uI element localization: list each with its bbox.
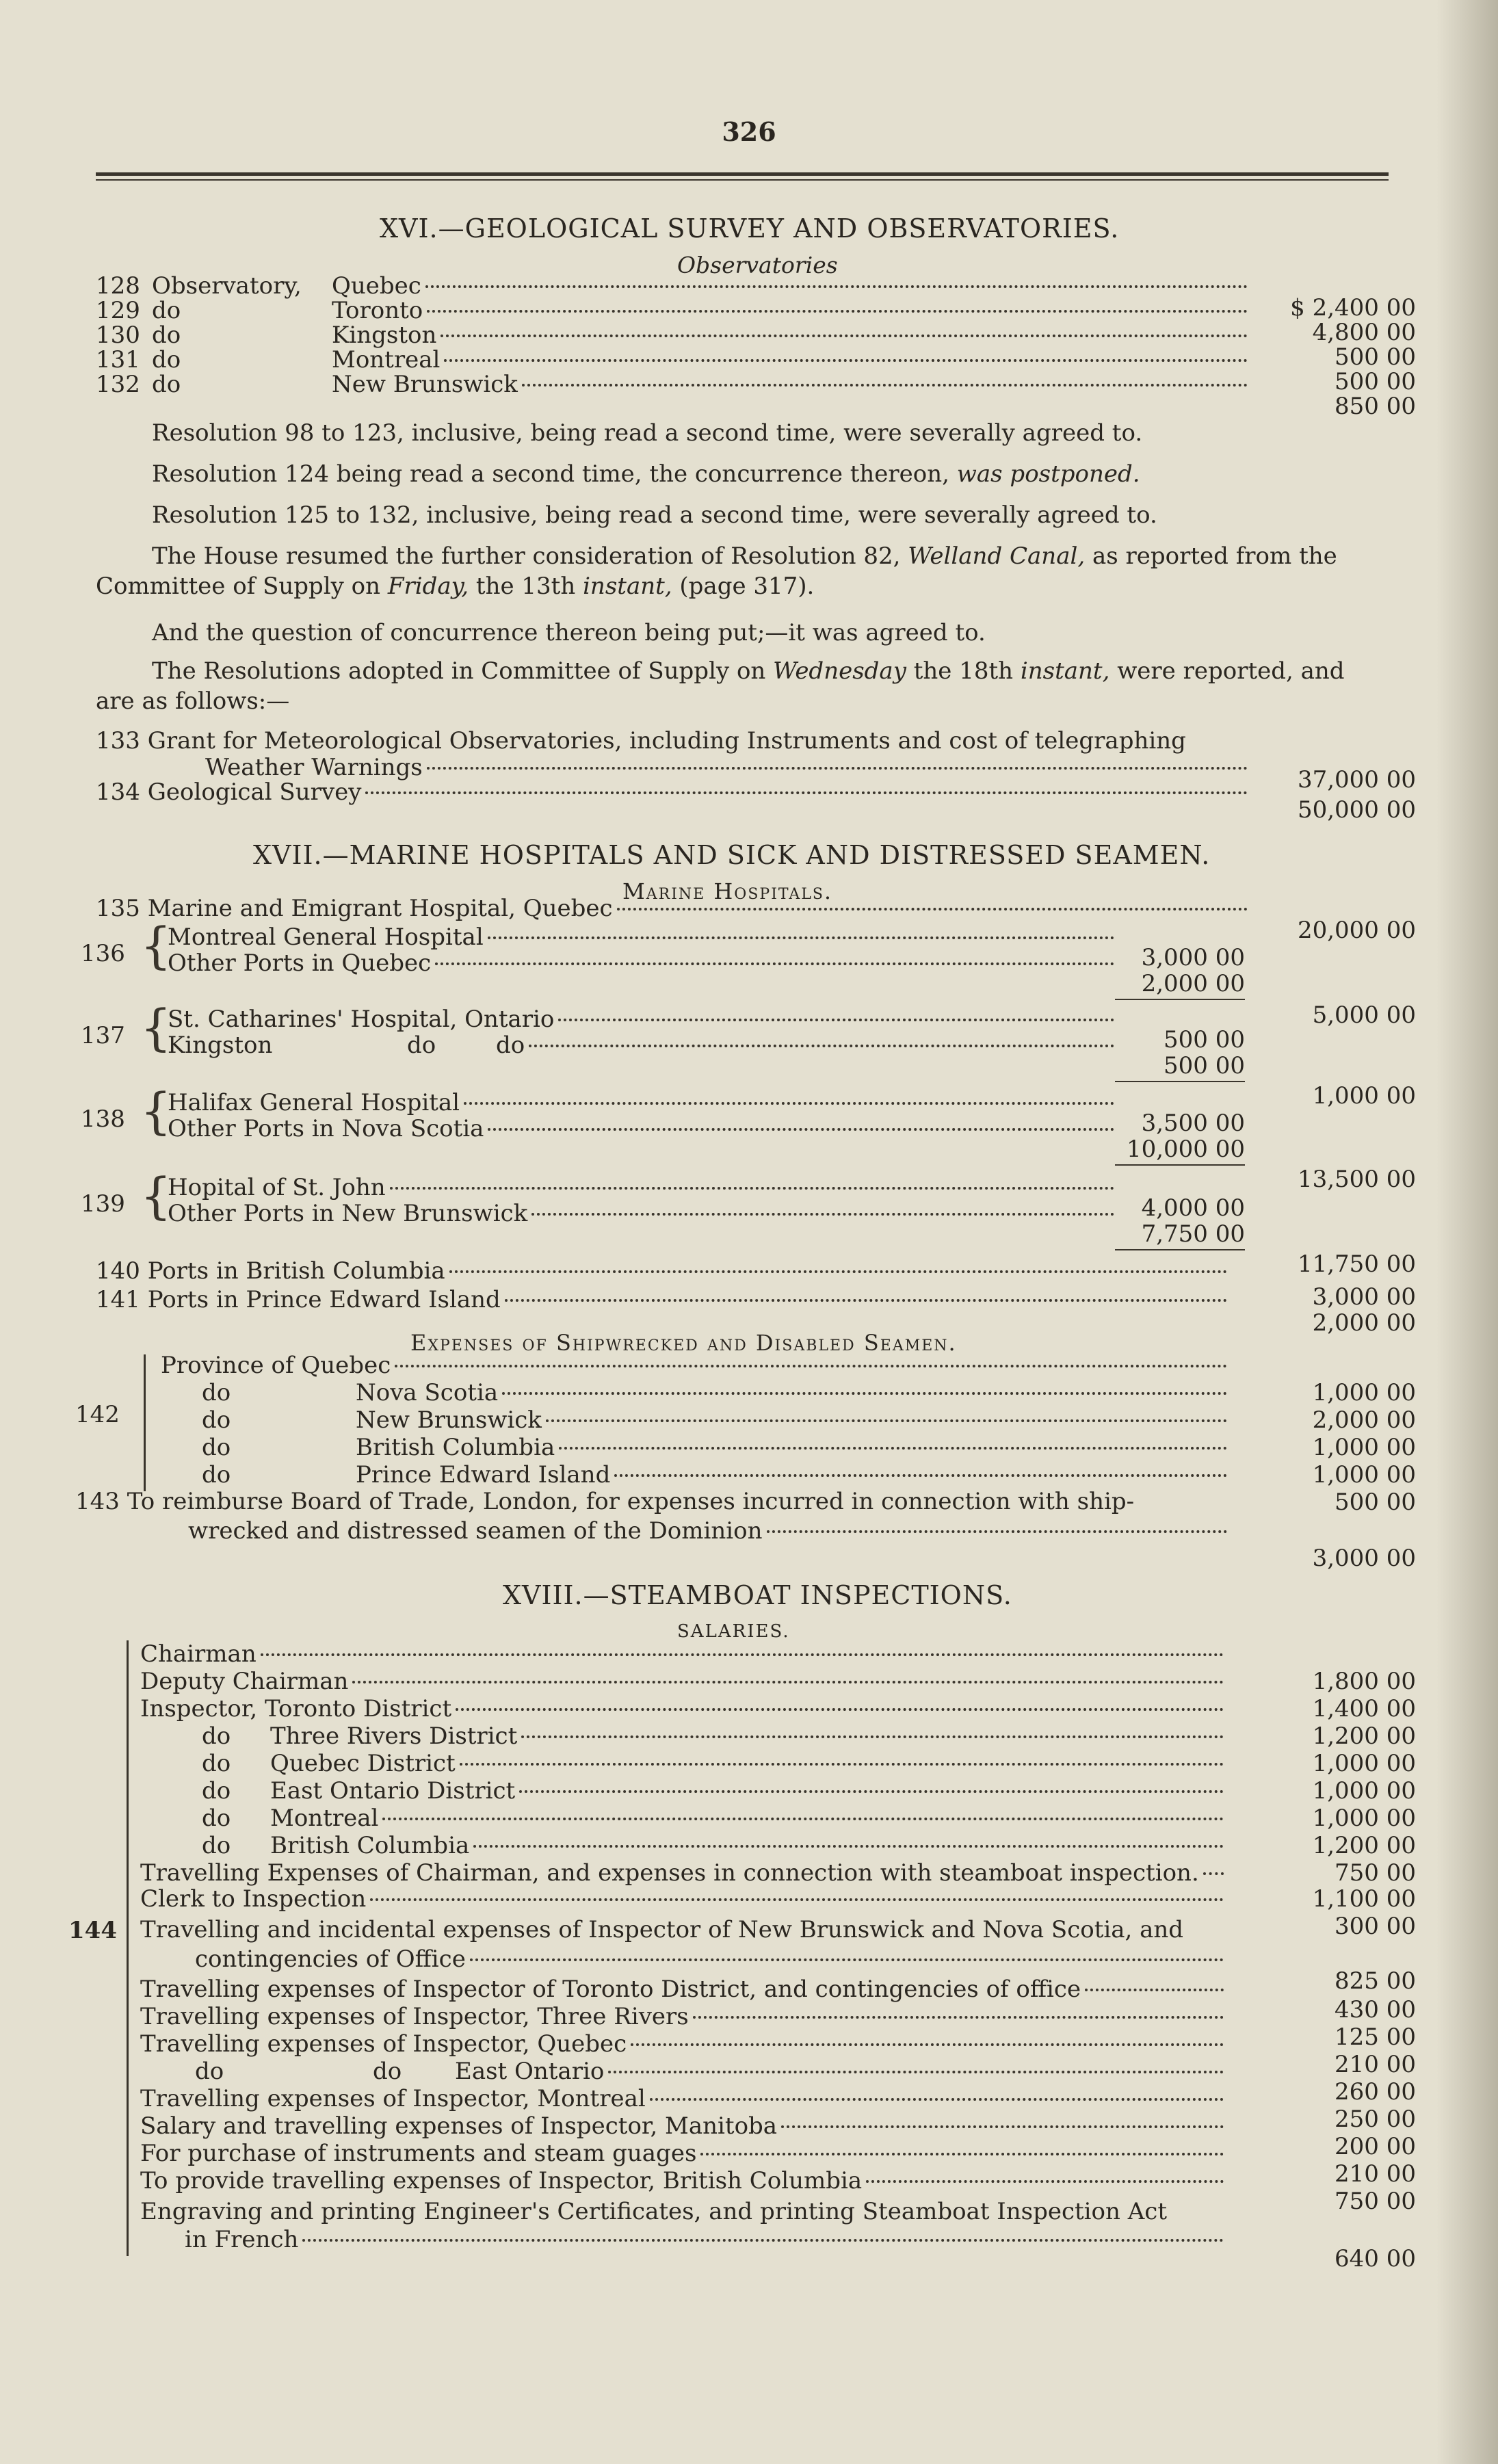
travel-nb-ns-line2 [195,1945,1228,1973]
hospital-group-number: 138 [81,1105,125,1133]
shipwrecked-row-amount: 1,000 00 [1312,1434,1416,1461]
obs-row-place-text: Kingston [332,322,437,349]
travel-row-amount: 260 00 [1335,2078,1416,2106]
resolution-124 [152,460,1140,488]
item-141-amount: 2,000 00 [1312,1309,1416,1337]
hospital-total: 1,000 00 [1312,1082,1416,1110]
salary-row-text: Montreal [270,1805,379,1832]
shipwrecked-row-text: do [202,1434,231,1461]
hospital-total: 13,500 00 [1297,1166,1416,1193]
resolution-124-italic: was postponed. [956,460,1140,488]
shipwrecked-row-text: New Brunswick [356,1406,542,1434]
salary-row-text: do [202,1805,231,1832]
leader-dots [650,2098,1224,2101]
leader-dots [519,1790,1224,1793]
p1-text-d: Committee of Supply on [96,573,388,600]
travel-row-text: do [195,2058,224,2085]
hospital-group-number: 136 [81,940,125,967]
leader-dots [302,2239,1224,2242]
leader-dots [427,310,1248,313]
obs-row-amount: $ 2,400 00 [1290,294,1416,322]
shipwrecked-row-text: British Columbia [356,1434,555,1461]
leader-dots [425,285,1248,288]
salary-row [140,1668,1228,1695]
hospital-amount-b: 7,750 00 [1141,1220,1245,1248]
leader-dots [365,791,1248,794]
hospital-line-a [168,923,1118,951]
salary-row [140,1695,1228,1722]
item-144-brace [127,1640,129,2256]
section-18-title: XVIII.—STEAMBOAT INSPECTIONS. [503,1580,1012,1610]
travel-row-amount: 210 00 [1335,2051,1416,2078]
header-rule [96,172,1389,176]
travel-row-text: Travelling expenses of Inspector, Quebec [140,2030,627,2058]
travel-row-text: East Ontario [455,2058,605,2085]
item-133-amount: 37,000 00 [1297,766,1416,794]
salary-row-amount: 1,000 00 [1312,1777,1416,1805]
hospital-line-b-text: do [407,1032,436,1059]
hospital-sum-rule [1115,1081,1245,1082]
engraving-line2-text: in French [185,2226,299,2253]
salary-row-text: Deputy Chairman [140,1668,349,1695]
paragraph-house-resumed [152,542,1337,571]
obs-row-type: do [152,297,181,324]
hospital-group-number: 139 [81,1190,125,1218]
hospital-line-a [168,1089,1118,1116]
p3-text-e: were reported, and [1109,657,1345,685]
obs-row-amount: 850 00 [1335,393,1416,420]
travel-chairman-amount: 1,100 00 [1312,1885,1416,1913]
shipwrecked-row-text: do [202,1461,231,1489]
obs-row-amount: 500 00 [1335,368,1416,395]
obs-row-amount: 4,800 00 [1312,319,1416,346]
hospital-line-b-text: Kingston [168,1032,273,1059]
item-133-line1: 133 Grant for Meteorological Observatories, including Instruments and cost of telegraphing [96,727,1186,755]
p1-text-c: as reported from the [1085,542,1337,570]
resolution-98-123: Resolution 98 to 123, inclusive, being read a second time, were severally agreed to. [152,419,1143,447]
item-140-amount: 3,000 00 [1312,1283,1416,1311]
resolution-125-132: Resolution 125 to 132, inclusive, being read a second time, were severally agreed to. [152,501,1157,529]
obs-row-place [332,346,1252,373]
obs-row-place-text: Montreal [332,346,441,373]
leader-dots [488,936,1114,939]
obs-row-type: do [152,346,181,373]
travel-row [140,2003,1228,2030]
travel-row-text: do [373,2058,402,2085]
hospital-amount-a: 3,500 00 [1141,1110,1245,1137]
engraving-amount: 640 00 [1335,2245,1416,2272]
salary-row-text: Inspector, Toronto District [140,1695,452,1722]
paragraph-resolutions [152,657,1345,685]
leader-dots [1085,1989,1224,1991]
clerk-inspection-text: Clerk to Inspection [140,1885,367,1913]
paragraph-resolutions-2: are as follows:— [96,687,290,715]
paragraph-house-resumed-2 [96,572,814,601]
travel-row-amount: 200 00 [1335,2133,1416,2160]
hospital-amount-a: 4,000 00 [1141,1194,1245,1222]
leader-dots [531,1213,1114,1216]
p1-text-f: the 13th [469,573,583,600]
travel-nb-ns-amount: 825 00 [1335,1967,1416,1995]
hospital-amount-b: 500 00 [1164,1052,1245,1079]
obs-row-place [332,297,1252,324]
salary-row-text: do [202,1750,231,1777]
leader-dots [449,1270,1227,1273]
travel-row-text: Salary and travelling expenses of Inspector, Manitoba [140,2112,778,2140]
hospital-total: 11,750 00 [1297,1250,1416,1278]
item-134-label: 134 Geological Survey [96,778,362,806]
item-134-amount: 50,000 00 [1297,796,1416,824]
salary-row [140,1640,1228,1668]
leader-dots [460,1763,1224,1766]
hospital-amount-a: 500 00 [1164,1026,1245,1053]
travel-nb-ns-line1: Travelling and incidental expenses of Inspector of New Brunswick and Nova Scotia, and [140,1916,1184,1943]
p3-text-a: The Resolutions adopted in Committee of Supply on [152,657,774,685]
hospital-line-b-text: Other Ports in Nova Scotia [168,1115,484,1142]
leader-dots [261,1653,1224,1656]
travel-row-text: Travelling expenses of Inspector, Montreal [140,2085,646,2112]
leader-dots [505,1299,1227,1302]
obs-row-number: 129 [96,297,140,324]
obs-row-number: 131 [96,346,140,373]
hospital-brace: { [140,917,172,974]
leader-dots [382,1818,1224,1820]
travel-row-amount: 125 00 [1335,2023,1416,2051]
salary-row [202,1832,1228,1859]
shipwrecked-row [161,1352,1231,1379]
leader-dots [693,2016,1224,2019]
leader-dots [464,1102,1114,1105]
leader-dots [456,1708,1224,1711]
leader-dots [427,767,1248,770]
salary-row-text: Three Rivers District [270,1722,518,1750]
item-140 [96,1257,1231,1285]
shipwrecked-row-text: Prince Edward Island [356,1461,611,1489]
hospital-line-b-text: do [496,1032,525,1059]
travel-row-amount: 250 00 [1335,2106,1416,2133]
salary-row-amount: 1,400 00 [1312,1695,1416,1722]
salary-row [202,1777,1228,1805]
obs-row-place-text: New Brunswick [332,371,518,398]
leader-dots [352,1681,1224,1683]
p1-italic-friday: Friday, [387,573,469,600]
item-133-label: Weather Warnings [205,754,423,781]
p3-text-c: the 18th [906,657,1021,685]
travel-row [140,2030,1228,2058]
p1-text-h: (page 317). [672,573,815,600]
shipwrecked-row-amount: 1,000 00 [1312,1379,1416,1406]
item-143-label: wrecked and distressed seamen of the Dominion [188,1517,763,1545]
page-edge-shadow [1436,0,1498,2464]
leader-dots [522,384,1248,386]
hospital-brace: { [140,999,172,1056]
item-142-brace [144,1354,146,1491]
travel-row-amount: 430 00 [1335,1996,1416,2023]
hospital-line-b-text: Other Ports in New Brunswick [168,1200,528,1227]
clerk-inspection [140,1885,1228,1913]
shipwrecked-row [202,1461,1231,1489]
travel-nb-ns-line2-text: contingencies of Office [195,1945,466,1973]
item-140-label: 140 Ports in British Columbia [96,1257,445,1285]
item-134 [96,778,1252,806]
leader-dots [866,2180,1224,2183]
hospital-sum-rule [1115,1164,1245,1166]
salary-row [202,1805,1228,1832]
item-142-number: 142 [75,1401,120,1428]
hospital-total: 5,000 00 [1312,1001,1416,1029]
item-143-amount: 3,000 00 [1312,1545,1416,1572]
obs-row-place-text: Toronto [332,297,423,324]
hospital-sum-rule [1115,999,1245,1000]
salary-row-text: do [202,1777,231,1805]
engraving-line1: Engraving and printing Engineer's Certificates, and printing Steamboat Inspection Act [140,2198,1167,2225]
obs-row-number: 130 [96,322,140,349]
travel-row [140,2085,1228,2112]
resolution-124-text: Resolution 124 being read a second time, the concurrence thereon, [152,460,957,488]
hospital-line-b [168,1200,1118,1227]
obs-row-amount: 500 00 [1335,343,1416,371]
obs-row-type: do [152,322,181,349]
item-141 [96,1286,1231,1313]
leader-dots [488,1128,1114,1131]
salary-row-amount: 1,000 00 [1312,1750,1416,1777]
salary-row-amount: 1,200 00 [1312,1722,1416,1750]
obs-row-place [332,371,1252,398]
salary-row-text: British Columbia [270,1832,470,1859]
hospital-line-a-text: St. Catharines' Hospital, Ontario [168,1006,555,1033]
obs-row-place [332,272,1252,300]
item-143-line2 [188,1517,1231,1545]
obs-row-number: 132 [96,371,140,398]
leader-dots [546,1419,1227,1422]
item-143-line1: 143 To reimburse Board of Trade, London, for expenses incurred in connection with ship- [75,1488,1135,1515]
hospital-amount-b: 2,000 00 [1141,970,1245,997]
obs-row-place [332,322,1252,349]
leader-dots [781,2125,1224,2128]
salary-row-amount: 750 00 [1335,1859,1416,1887]
shipwrecked-row [202,1434,1231,1461]
hospital-line-a-text: Halifax General Hospital [168,1089,460,1116]
travel-row [140,2112,1228,2140]
travel-row [195,2058,1228,2085]
hospital-line-a [168,1174,1118,1201]
obs-row-place-text: Quebec [332,272,421,300]
travel-chairman [140,1859,1228,1887]
salary-row [202,1750,1228,1777]
item-141-label: 141 Ports in Prince Edward Island [96,1286,501,1313]
salary-row-text: Quebec District [270,1750,456,1777]
leader-dots [502,1392,1227,1395]
hospital-brace: { [140,1082,172,1140]
travel-row-text: Travelling expenses of Inspector, Three Rivers [140,2003,689,2030]
leader-dots [767,1530,1227,1533]
hospital-line-a [168,1006,1118,1033]
paragraph-question: And the question of concurrence thereon being put;—it was agreed to. [152,619,986,646]
header-rule-thin [96,179,1389,181]
leader-dots [631,2043,1224,2046]
obs-row-type: do [152,371,181,398]
p3-italic-instant: instant, [1020,657,1110,685]
engraving-line2 [185,2226,1228,2253]
section-17-title: XVII.—MARINE HOSPITALS AND SICK AND DISTRESSED SEAMEN. [253,840,1211,870]
item-135 [96,895,1252,922]
shipwrecked-row-amount: 2,000 00 [1312,1406,1416,1434]
leader-dots [521,1735,1224,1738]
section-16-title: XVI.—GEOLOGICAL SURVEY AND OBSERVATORIES. [380,213,1120,244]
salary-row-amount: 1,000 00 [1312,1805,1416,1832]
leader-dots [395,1365,1227,1367]
leader-dots [435,962,1114,965]
travel-row [140,2167,1228,2194]
p1-italic-instant: instant, [583,573,672,600]
shipwrecked-subtitle: Expenses of Shipwrecked and Disabled Seamen. [410,1330,957,1356]
leader-dots [390,1187,1114,1190]
hospital-amount-a: 3,000 00 [1141,944,1245,971]
leader-dots [441,335,1248,337]
shipwrecked-row-text: Nova Scotia [356,1379,499,1406]
hospital-group-number: 137 [81,1022,125,1049]
hospital-line-b [168,1115,1118,1142]
salary-row-text: East Ontario District [270,1777,516,1805]
leader-dots [700,2153,1224,2155]
hospital-line-b-text: Other Ports in Quebec [168,949,432,977]
hospital-sum-rule [1115,1249,1245,1250]
leader-dots [370,1898,1224,1901]
leader-dots [559,1447,1227,1450]
shipwrecked-row-text: Province of Quebec [161,1352,391,1379]
salary-row-amount: 1,800 00 [1312,1668,1416,1695]
shipwrecked-row-amount: 1,000 00 [1312,1461,1416,1489]
salary-row-text: do [202,1722,231,1750]
item-144-number: 144 [68,1917,117,1944]
page-number: 326 [722,116,776,147]
salary-row-text: Chairman [140,1640,257,1668]
leader-dots [1203,1872,1224,1875]
item-135-label: 135 Marine and Emigrant Hospital, Quebec [96,895,613,922]
leader-dots [558,1019,1114,1021]
hospital-line-b [168,1032,1118,1059]
leader-dots [608,2071,1224,2073]
shipwrecked-row-text: do [202,1406,231,1434]
hospital-line-b [168,949,1118,977]
travel-chairman-text: Travelling Expenses of Chairman, and expenses in connection with steamboat inspection. [140,1859,1199,1887]
shipwrecked-row-amount: 500 00 [1335,1489,1416,1516]
p1-italic-welland: Welland Canal, [908,542,1086,570]
p1-text-a: The House resumed the further consideration of Resolution 82, [152,542,908,570]
travel-row [140,1976,1228,2003]
salary-row-amount: 1,200 00 [1312,1832,1416,1859]
section-18-subtitle: SALARIES. [677,1621,790,1642]
leader-dots [473,1845,1224,1848]
hospital-line-a-text: Montreal General Hospital [168,923,484,951]
travel-row [140,2140,1228,2167]
travel-row-amount: 750 00 [1335,2188,1416,2215]
salary-row [202,1722,1228,1750]
leader-dots [444,359,1248,362]
obs-row-number: 128 [96,272,140,300]
obs-row-type: Observatory, [152,272,302,300]
leader-dots [470,1958,1224,1961]
shipwrecked-row-text: do [202,1379,231,1406]
shipwrecked-row [202,1406,1231,1434]
travel-row-amount: 210 00 [1335,2160,1416,2188]
leader-dots [617,908,1248,910]
leader-dots [614,1474,1227,1477]
section-16-subtitle: Observatories [677,252,838,278]
hospital-line-a-text: Hopital of St. John [168,1174,386,1201]
clerk-inspection-amount: 300 00 [1335,1913,1416,1940]
travel-row-text: For purchase of instruments and steam guages [140,2140,697,2167]
item-133-line2 [205,754,1252,781]
travel-row-text: To provide travelling expenses of Inspector, British Columbia [140,2167,863,2194]
section-17-subtitle: Marine Hospitals. [622,878,833,904]
hospital-amount-b: 10,000 00 [1126,1136,1245,1163]
salary-row-text: do [202,1832,231,1859]
p3-italic-wednesday: Wednesday [773,657,906,685]
item-135-amount: 20,000 00 [1297,917,1416,944]
shipwrecked-row [202,1379,1231,1406]
leader-dots [529,1045,1114,1047]
travel-row-text: Travelling expenses of Inspector of Toronto District, and contingencies of office [140,1976,1081,2003]
hospital-brace: { [140,1167,172,1224]
